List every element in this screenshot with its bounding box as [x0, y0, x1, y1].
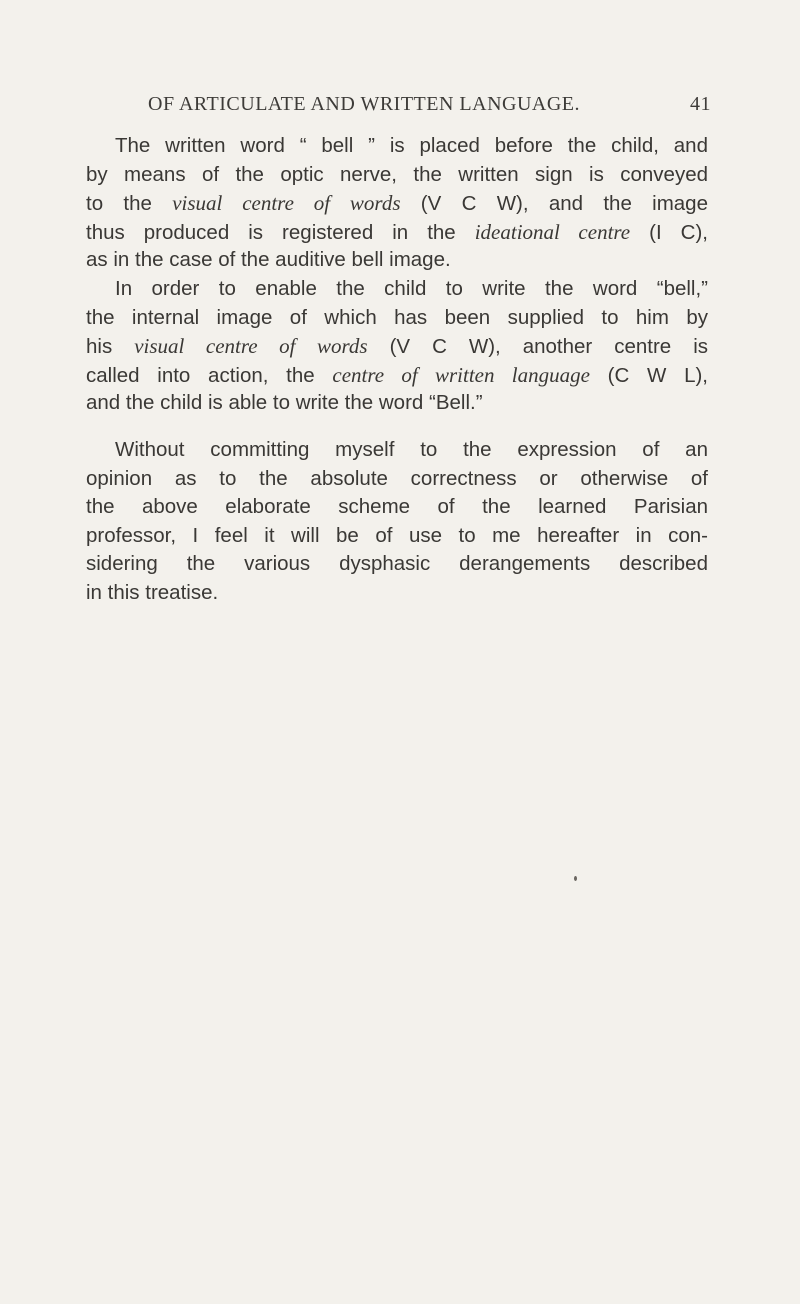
paragraph-gap: [86, 418, 708, 436]
text-line: In order to enable the child to write the word “bell,”: [115, 276, 708, 300]
text-line: and the child is able to write the word “Bell.”: [86, 391, 483, 415]
text-line: in this treatise.: [86, 580, 219, 604]
text-line: [86, 189, 708, 218]
text-run: (V C W), another centre is: [367, 335, 708, 359]
text-line: professor, I feel it will be of use to me hereafter in con-: [86, 523, 708, 547]
text-line: the internal image of which has been supplied to him by: [86, 305, 708, 329]
text-line: opinion as to the absolute correctness or otherwise of: [86, 466, 708, 490]
text-run: called into action, the: [86, 363, 333, 387]
text-line: Without committing myself to the expression of an: [115, 437, 708, 461]
paragraph-1: [86, 132, 708, 275]
text-run: (V C W), and the image: [400, 192, 708, 216]
paragraph-2: [86, 275, 708, 418]
italic-term: centre of written language: [332, 362, 590, 387]
text-run: to the: [86, 192, 173, 216]
italic-term: visual centre of words: [172, 191, 401, 216]
text-run: (C W L),: [589, 363, 708, 387]
text-line: as in the case of the auditive bell image.: [86, 248, 451, 272]
text-run: his: [86, 335, 135, 359]
text-line: [86, 218, 708, 247]
text-line: [86, 361, 708, 390]
paragraph-3: [86, 436, 708, 608]
page-header: [148, 93, 711, 116]
italic-term: ideational centre: [474, 219, 631, 244]
page-number: 41: [690, 93, 711, 115]
ink-speck: [574, 876, 577, 881]
body-text: [86, 132, 708, 608]
text-line: by means of the optic nerve, the written sign is conveyed: [86, 162, 708, 186]
text-line: sidering the various dysphasic derangements described: [86, 552, 708, 576]
text-run: thus produced is registered in the: [86, 220, 475, 244]
text-line: The written word “ bell ” is placed before the child, and: [115, 134, 708, 157]
running-title: OF ARTICULATE AND WRITTEN LANGUAGE.: [148, 93, 581, 115]
text-run: (I C),: [630, 220, 708, 244]
italic-term: visual centre of words: [134, 334, 368, 359]
text-line: the above elaborate scheme of the learned Parisian: [86, 495, 708, 519]
text-line: [86, 332, 708, 361]
